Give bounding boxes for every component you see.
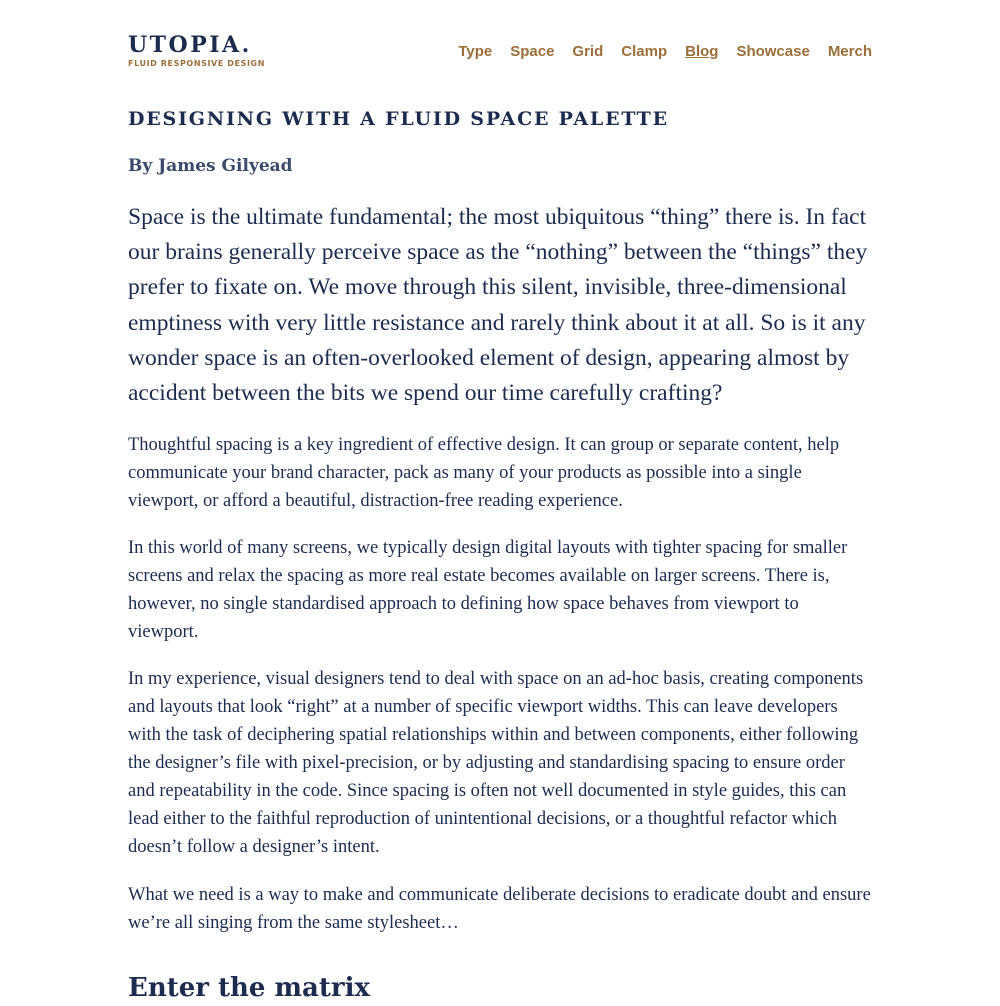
logo-subtitle: FLUID RESPONSIVE DESIGN: [128, 59, 266, 68]
article-paragraph: In my experience, visual designers tend to deal with space on an ad-hoc basis, creating components and layouts that look “right” at a number of specific viewport widths. This can leave developers with the task of deciphering spatial relationships within and between components, either following the designer’s file with pixel-precision, or by adjusting and standardising spacing to ensure order and repeatability in the code. Since spacing is often not well documented in style guides, this can lead either to the faithful reproduction of unintentional decisions, or a thoughtful refactor which doesn’t follow a designer’s intent.: [128, 669, 864, 857]
nav-link-blog[interactable]: Blog: [685, 43, 719, 60]
nav-link-merch[interactable]: Merch: [827, 43, 872, 60]
article-paragraph: In this world of many screens, we typically design digital layouts with tighter spacing for smaller screens and relax the spacing as more real estate becomes available on larger screens. There is, however, no single standardised approach to defining how space behaves from viewport to viewport.: [128, 538, 848, 642]
nav-link-type[interactable]: Type: [458, 43, 493, 60]
section-heading: Enter the matrix: [128, 973, 370, 1003]
site-logo[interactable]: [128, 32, 265, 70]
nav-link-grid[interactable]: Grid: [572, 43, 604, 60]
nav-link-space[interactable]: Space: [510, 43, 555, 60]
site-header: [128, 0, 872, 80]
nav-link-showcase[interactable]: Showcase: [736, 43, 810, 60]
article-lead: Space is the ultimate fundamental; the most ubiquitous “thing” there is. In fact our brains generally perceive space as the “nothing” between the “things” they prefer to fixate on. We move through this silent, invisible, three-dimensional emptiness with very little resistance and rarely think about it at all. So is it any wonder space is an often-overlooked element of design, appearing almost by accident between the bits we spend our time carefully crafting?: [128, 204, 868, 407]
page-container: [128, 0, 872, 1003]
nav-link-clamp[interactable]: Clamp: [621, 43, 668, 60]
main-nav: [458, 42, 872, 62]
article-paragraph: Thoughtful spacing is a key ingredient of effective design. It can group or separate content, help communicate your brand character, pack as many of your products as possible into a single viewport, or afford a beautiful, distraction-free reading experience.: [128, 435, 840, 511]
article-title: DESIGNING WITH A FLUID SPACE PALETTE: [128, 108, 669, 130]
article-byline: By James Gilyead: [128, 156, 293, 176]
article-paragraph: What we need is a way to make and communicate deliberate decisions to eradicate doubt and ensure we’re all singing from the same stylesheet…: [128, 885, 871, 933]
logo-title[interactable]: UTOPIA.: [128, 32, 252, 58]
